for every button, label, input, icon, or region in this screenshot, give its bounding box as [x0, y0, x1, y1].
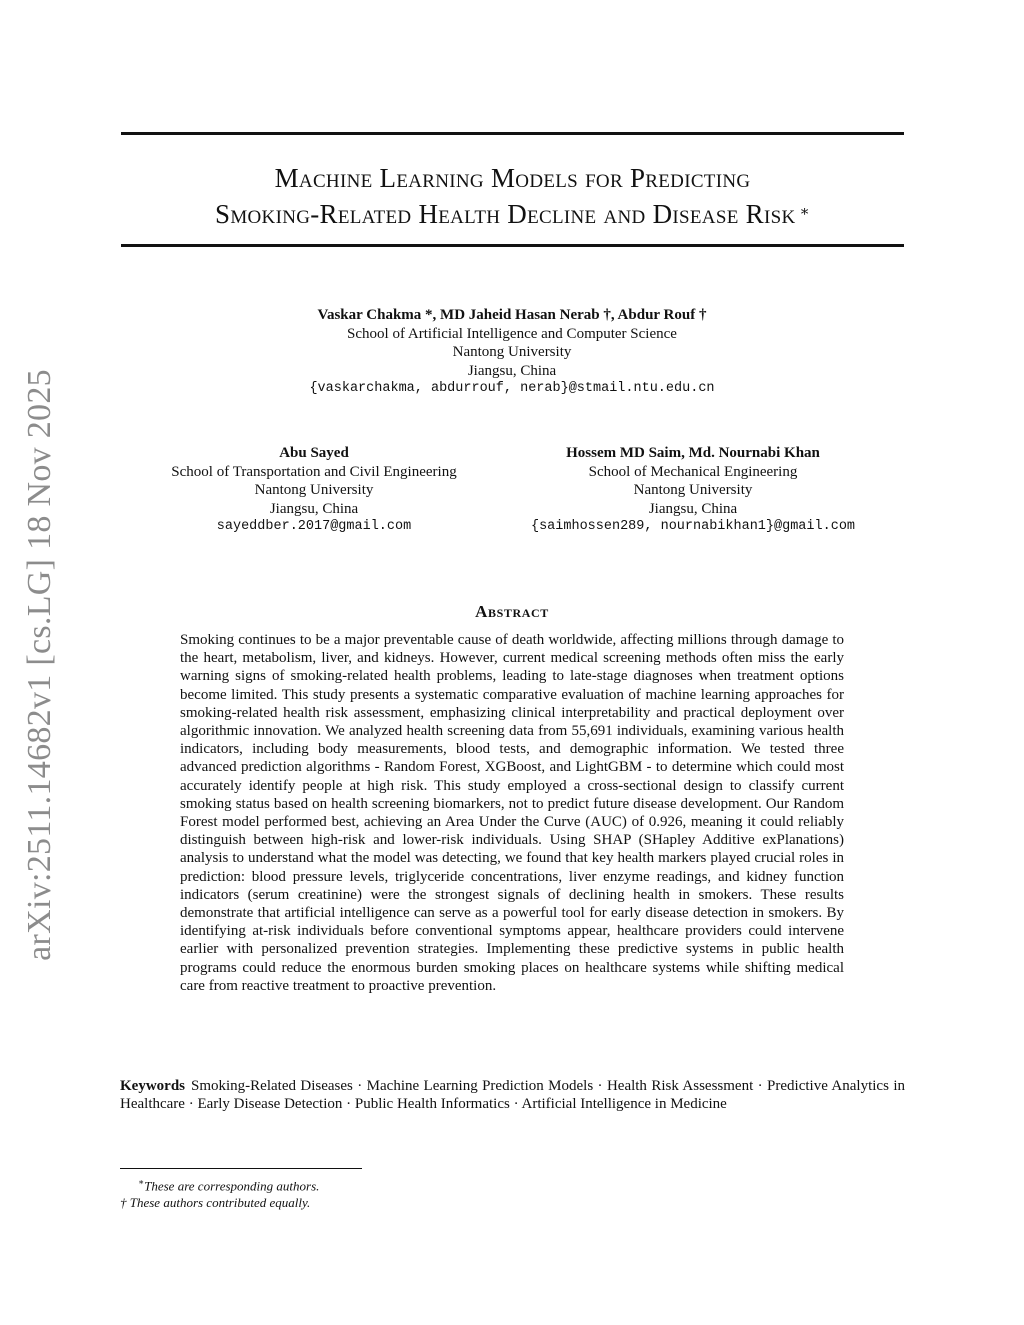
title-line-2	[121, 196, 904, 232]
author-university: Nantong University	[254, 482, 374, 498]
title-line-2-text: Smoking-Related Health Decline and Disease Risk	[215, 199, 796, 229]
author-names: Hossem MD Saim, Md. Nournabi Khan	[566, 445, 820, 461]
author-university: Nantong University	[633, 482, 753, 498]
author-university: Nantong University	[452, 344, 572, 360]
author-names: Abu Sayed	[279, 445, 349, 461]
keywords-label: Keywords	[120, 1078, 185, 1094]
author-school: School of Artificial Intelligence and Computer Science	[347, 325, 677, 342]
author-email: sayeddber.2017@gmail.com	[216, 519, 412, 534]
keywords-text: Smoking-Related Diseases · Machine Learning Prediction Models · Health Risk Assessment · Predictive Analytics in Healthcare · Early Disease Detection · Public Health Informatics · Artificial Intelligence in Medicine	[120, 1078, 905, 1113]
footnote-marker: ∗	[138, 1177, 145, 1187]
author-school: School of Transportation and Civil Engineering	[171, 463, 457, 480]
abstract-body: Smoking continues to be a major preventable cause of death worldwide, affecting millions through damage to the heart, metabolism, liver, and kidneys. However, current medical screening methods often miss the early warning signs of smoking-related health problems, leading to late-stage diagnoses when treatment options become limited. This study presents a systematic comparative evaluation of machine learning approaches for smoking-related health risk assessment, emphasizing clinical interpretability and practical deployment over algorithmic innovation. We analyzed health screening data from 55,691 individuals, examining various health indicators, including body measurements, blood tests, and demographic information. We tested three advanced prediction algorithms - Random Forest, XGBoost, and LightGBM - to determine which could most accurately identify people at high risk. This study employed a cross-sectional design to classify current smoking status based on health screening biomarkers, not to predict future disease development. Our Random Forest model performed best, achieving an Area Under the Curve (AUC) of 0.926, meaning it could reliably distinguish between high-risk and lower-risk individuals. Using SHAP (SHapley Additive exPlanations) analysis to understand what the model was detecting, we found that key health markers played crucial roles in prediction: blood pressure levels, triglyceride concentrations, liver enzyme readings, and kidney function indicators (serum creatinine) were the strongest signals of declining health in smokers. These results demonstrate that artificial intelligence can serve as a powerful tool for early disease detection in smokers. By identifying at-risk individuals before conventional symptoms appear, healthcare providers could intervene earlier with personalized prevention strategies. Implementing these predictive systems in public health programs could reduce the enormous burden smoking places on healthcare systems while shifting medical care from reactive treatment to proactive prevention.	[180, 632, 844, 994]
keywords	[120, 1077, 905, 1113]
title-line-1: Machine Learning Models for Predicting	[274, 163, 751, 193]
arxiv-identifier: arXiv:2511.14682v1 [cs.LG] 18 Nov 2025	[21, 369, 58, 961]
author-email: {vaskarchakma, abdurrouf, nerab}@stmail.ntu.edu.cn	[309, 381, 715, 396]
abstract-heading: Abstract	[475, 602, 549, 621]
title-footnote-marker: ∗	[799, 204, 810, 220]
footnote-rule	[120, 1168, 362, 1169]
title-top-rule	[121, 132, 904, 135]
author-location: Jiangsu, China	[648, 500, 738, 517]
author-block-left	[114, 444, 514, 537]
title-bottom-rule	[121, 244, 904, 247]
footnote-corresponding-text: These are corresponding authors.	[144, 1178, 320, 1194]
author-location: Jiangsu, China	[269, 500, 359, 517]
footnote-corresponding	[120, 1174, 319, 1194]
paper-title	[121, 160, 904, 232]
arxiv-stamp	[0, 0, 60, 1325]
author-names: Vaskar Chakma *, MD Jaheid Hasan Nerab †, Abdur Rouf †	[317, 307, 707, 323]
author-school: School of Mechanical Engineering	[588, 463, 798, 480]
footnote-equal-contribution: † These authors contributed equally.	[120, 1195, 311, 1211]
author-email: {saimhossen289, nournabikhan1}@gmail.com	[530, 519, 856, 534]
author-location: Jiangsu, China	[467, 362, 557, 379]
footnotes	[120, 1174, 319, 1211]
author-block-primary	[212, 306, 812, 399]
author-block-right	[493, 444, 893, 537]
